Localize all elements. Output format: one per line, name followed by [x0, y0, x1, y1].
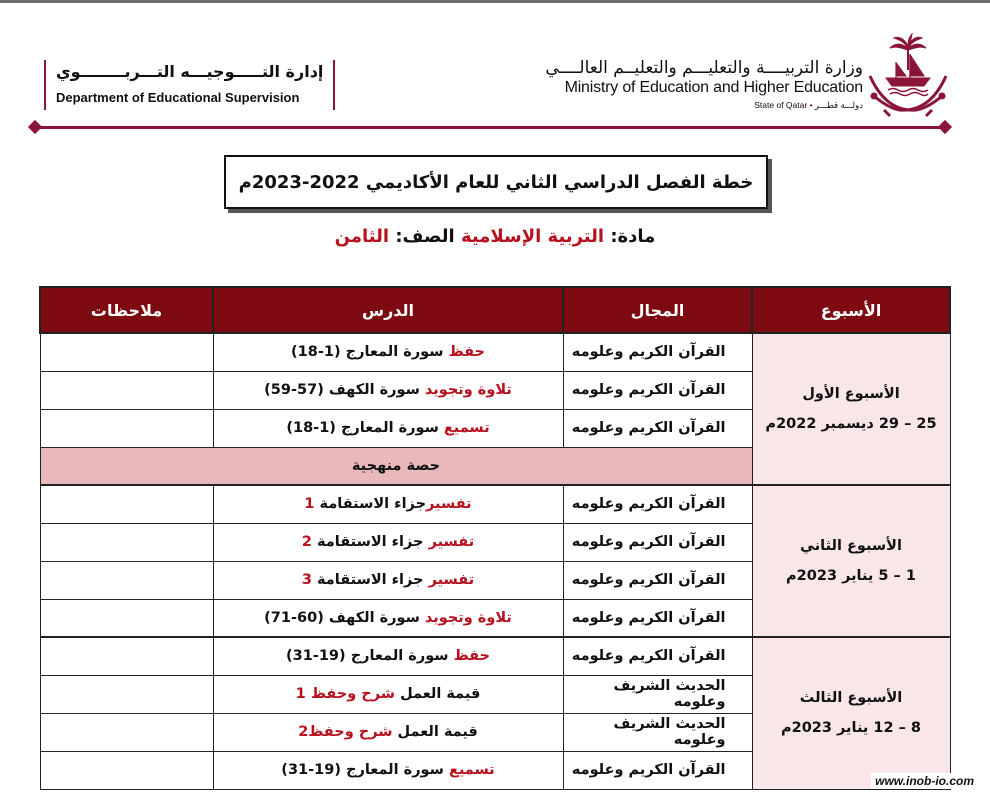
header-notes: ملاحظات: [40, 287, 213, 333]
lesson-text: قيمة العمل: [392, 724, 478, 740]
subject-label: مادة:: [610, 226, 656, 247]
field-cell: القرآن الكريم وعلومه: [563, 371, 752, 409]
lesson-text: جزاء الاستقامة: [311, 534, 429, 550]
lesson-cell: [213, 485, 563, 523]
lesson-highlight: شرح وحفظ 1: [295, 686, 396, 702]
table-row: [40, 637, 950, 675]
header-field: المجال: [563, 287, 752, 333]
field-cell: القرآن الكريم وعلومه: [563, 523, 752, 561]
notes-cell: [40, 751, 213, 789]
notes-cell: [40, 409, 213, 447]
qatar-emblem-icon: [866, 32, 950, 118]
grade-name: الثامن: [334, 226, 390, 247]
lesson-highlight: حفظ: [453, 648, 491, 665]
lesson-cell: [213, 523, 563, 561]
week-name: الأسبوع الأول: [802, 386, 900, 402]
notes-cell: [40, 523, 213, 561]
lesson-text: سورة الكهف (57-59): [264, 382, 425, 398]
field-cell: القرآن الكريم وعلومه: [563, 333, 752, 371]
lesson-cell: [213, 333, 563, 371]
table-header-row: [40, 287, 950, 333]
notes-cell: [40, 485, 213, 523]
lesson-text: سورة المعارج (1-18): [291, 344, 449, 361]
ministry-name-ar: وزارة التربيــــة والتعليـــم والتعليــم العالــــي: [545, 58, 863, 78]
lesson-highlight: تسميع: [448, 762, 495, 778]
week-cell: [752, 485, 950, 637]
lesson-cell: [213, 599, 563, 637]
lesson-text: سورة المعارج (1-18): [286, 420, 444, 436]
lesson-highlight: تسميع: [443, 420, 490, 436]
lesson-highlight: تفسير: [426, 496, 472, 513]
week-cell: [752, 333, 950, 485]
lesson-text: جزاء الاستقامة: [314, 496, 427, 513]
lesson-highlight: شرح وحفظ2: [298, 724, 393, 740]
week-name: الأسبوع الثاني: [800, 538, 902, 554]
lesson-highlight: تلاوة وتجويد: [424, 609, 512, 626]
lesson-text: سورة المعارج (19-31): [281, 762, 449, 778]
notes-cell: [40, 675, 213, 713]
field-cell: القرآن الكريم وعلومه: [563, 561, 752, 599]
plan-table: [39, 286, 951, 790]
field-cell: الحديث الشريف وعلومه: [563, 713, 752, 751]
plan-title-box: [224, 155, 768, 209]
plan-title: خطة الفصل الدراسي الثاني للعام الأكاديمي 2022-2023م: [238, 171, 754, 193]
state-ar: دولـــة قطـــر: [814, 100, 863, 110]
ministry-header: [545, 58, 863, 112]
lesson-cell: [213, 409, 563, 447]
notes-cell: [40, 599, 213, 637]
notes-cell: [40, 561, 213, 599]
lesson-highlight: تفسير: [428, 534, 475, 550]
top-border: [0, 0, 990, 3]
notes-cell: [40, 333, 213, 371]
header-lesson: الدرس: [213, 287, 563, 333]
subject-line: [0, 226, 990, 247]
header-week: الأسبوع: [752, 287, 950, 333]
field-cell: القرآن الكريم وعلومه: [563, 751, 752, 789]
lesson-number: 2: [301, 534, 312, 550]
lesson-cell: [213, 637, 563, 675]
field-cell: القرآن الكريم وعلومه: [563, 485, 752, 523]
department-header: [44, 60, 335, 110]
table-row: [40, 333, 950, 371]
lesson-cell: [213, 675, 563, 713]
field-cell: القرآن الكريم وعلومه: [563, 409, 752, 447]
watermark: www.inob-io.com: [871, 773, 978, 789]
field-cell: القرآن الكريم وعلومه: [563, 637, 752, 675]
divider-diamond-left: [28, 120, 42, 134]
divider-diamond-right: [938, 120, 952, 134]
lesson-highlight: تفسير: [428, 572, 475, 588]
special-session-cell: حصة منهجية: [40, 447, 752, 485]
lesson-cell: [213, 751, 563, 789]
state-en: State of Qatar: [754, 100, 808, 110]
notes-cell: [40, 713, 213, 751]
lesson-cell: [213, 371, 563, 409]
week-name: الأسبوع الثالث: [799, 690, 903, 707]
week-dates: 1 – 5 يناير 2023م: [786, 568, 916, 584]
department-name-ar: إدارة التـــــوجيـــه التـــربــــــــوي: [56, 62, 324, 81]
notes-cell: [40, 637, 213, 675]
field-cell: القرآن الكريم وعلومه: [563, 599, 752, 637]
lesson-number: 1: [304, 496, 315, 513]
lesson-number: 3: [301, 572, 312, 588]
lesson-text: جزاء الاستقامة: [311, 572, 429, 588]
week-dates: 8 – 12 يناير 2023م: [780, 720, 921, 737]
field-cell: الحديث الشريف وعلومه: [563, 675, 752, 713]
grade-label: الصف:: [395, 226, 455, 247]
table-row: [40, 485, 950, 523]
lesson-highlight: تلاوة وتجويد: [424, 382, 512, 398]
lesson-text: سورة المعارج (19-31): [285, 648, 454, 665]
lesson-text: قيمة العمل: [395, 686, 481, 702]
department-name-en: Department of Educational Supervision: [56, 90, 300, 105]
lesson-cell: [213, 713, 563, 751]
lesson-highlight: حفظ: [448, 344, 485, 361]
lesson-cell: [213, 561, 563, 599]
state-line: State of Qatar • دولـــة قطـــر: [754, 100, 863, 110]
ministry-name-en: Ministry of Education and Higher Education: [564, 79, 863, 96]
week-dates: 25 – 29 ديسمبر 2022م: [765, 416, 937, 432]
lesson-text: سورة الكهف (60-71): [264, 609, 425, 626]
notes-cell: [40, 371, 213, 409]
week-cell: [752, 637, 950, 789]
header-divider: [34, 126, 946, 129]
subject-name: التربية الإسلامية: [460, 226, 605, 247]
